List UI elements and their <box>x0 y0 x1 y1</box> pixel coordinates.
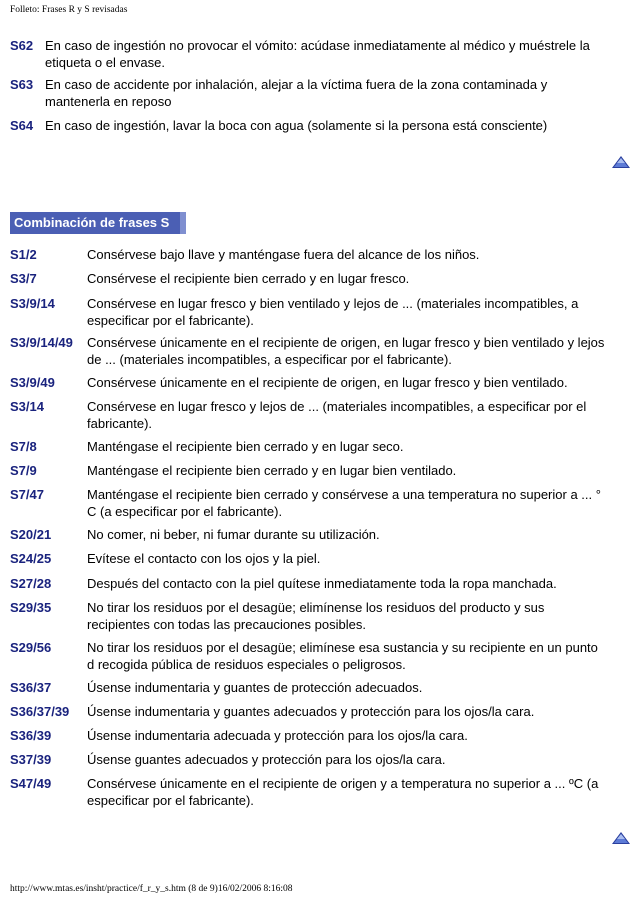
page-header: Folleto: Frases R y S revisadas <box>10 5 128 15</box>
phrase-text-line: Después del contacto con la piel quítese inmediatamente toda la ropa manchada. <box>87 576 557 591</box>
page-footer: http://www.mtas.es/insht/practice/f_r_y_s.htm (8 de 9)16/02/2006 8:16:08 <box>10 884 293 894</box>
phrase-code: S3/7 <box>10 271 37 286</box>
phrase-text-line: mantenerla en reposo <box>45 94 172 109</box>
phrase-text-line: d recogida pública de residuos especiales o peligrosos. <box>87 657 406 672</box>
phrase-code: S24/25 <box>10 551 52 566</box>
phrase-text <box>87 775 598 809</box>
phrase-text <box>87 438 404 455</box>
phrase-code: S7/9 <box>10 463 37 478</box>
phrase-text <box>87 462 456 479</box>
phrase-text-line: Consérvese el recipiente bien cerrado y en lugar fresco. <box>87 271 410 286</box>
phrase-code: S20/21 <box>10 527 52 542</box>
phrase-text-line: Evítese el contacto con los ojos y la piel. <box>87 551 321 566</box>
phrase-text-line: No tirar los residuos por el desagüe; elimínense los residuos del producto y sus <box>87 600 545 615</box>
phrase-text-line: Consérvese únicamente en el recipiente de origen, en lugar fresco y bien ventilado. <box>87 375 568 390</box>
phrase-text-line: Úsense indumentaria adecuada y protección para los ojos/la cara. <box>87 728 468 743</box>
phrase-code: S29/56 <box>10 640 52 655</box>
phrase-text-line: En caso de ingestión no provocar el vómito: acúdase inmediatamente al médico y muéstrele la <box>45 38 590 53</box>
phrase-code: S63 <box>10 77 34 92</box>
phrase-text <box>87 526 380 543</box>
phrase-text <box>87 334 604 368</box>
phrase-text-line: fabricante). <box>87 416 153 431</box>
phrase-text <box>45 76 547 110</box>
phrase-text <box>87 703 534 720</box>
phrase-text <box>87 599 544 633</box>
phrase-text <box>87 295 578 329</box>
phrase-text <box>87 374 568 391</box>
phrase-text <box>87 727 468 744</box>
phrase-text <box>87 270 409 287</box>
phrase-text <box>45 117 547 134</box>
phrase-text-line: En caso de ingestión, lavar la boca con agua (solamente si la persona está consciente) <box>45 118 548 133</box>
phrase-text <box>87 639 598 673</box>
phrase-text-line: especificar por el fabricante). <box>87 793 254 808</box>
phrase-text-line: Manténgase el recipiente bien cerrado y en lugar seco. <box>87 439 404 454</box>
phrase-code: S1/2 <box>10 247 37 262</box>
phrase-text-line: Úsense guantes adecuados y protección para los ojos/la cara. <box>87 752 446 767</box>
back-to-top-icon[interactable] <box>612 155 630 167</box>
phrase-text <box>87 575 557 592</box>
phrase-code: S3/14 <box>10 399 44 414</box>
phrase-code: S36/37 <box>10 680 52 695</box>
phrase-code: S37/39 <box>10 752 52 767</box>
phrase-text <box>87 246 479 263</box>
phrase-text <box>87 486 601 520</box>
phrase-code: S3/9/49 <box>10 375 55 390</box>
phrase-text-line: Úsense indumentaria y guantes de protección adecuados. <box>87 680 423 695</box>
phrase-text-line: Manténgase el recipiente bien cerrado y consérvese a una temperatura no superior a ... ° <box>87 487 601 502</box>
phrase-code: S47/49 <box>10 776 52 791</box>
phrase-code: S36/37/39 <box>10 704 70 719</box>
phrase-text-line: Manténgase el recipiente bien cerrado y en lugar bien ventilado. <box>87 463 457 478</box>
phrase-text-line: etiqueta o el envase. <box>45 55 165 70</box>
phrase-code: S3/9/14/49 <box>10 335 73 350</box>
phrase-code: S27/28 <box>10 576 52 591</box>
phrase-text-line: Consérvese únicamente en el recipiente de origen y a temperatura no superior a ... ºC (a <box>87 776 599 791</box>
phrase-code: S29/35 <box>10 600 52 615</box>
phrase-text-line: recipientes con todas las precauciones posibles. <box>87 617 366 632</box>
phrase-text-line: Consérvese en lugar fresco y bien ventilado y lejos de ... (materiales incompatibles, a <box>87 296 579 311</box>
phrase-text <box>87 398 586 432</box>
phrase-text-line: En caso de accidente por inhalación, alejar a la víctima fuera de la zona contaminada y <box>45 77 548 92</box>
phrase-text-line: No comer, ni beber, ni fumar durante su utilización. <box>87 527 380 542</box>
phrase-text-line: No tirar los residuos por el desagüe; elimínese esa sustancia y su recipiente en un punto <box>87 640 598 655</box>
phrase-text <box>87 550 320 567</box>
phrase-text-line: Consérvese únicamente en el recipiente de origen, en lugar fresco y bien ventilado y lejos <box>87 335 605 350</box>
phrase-text-line: Consérvese bajo llave y manténgase fuera del alcance de los niños. <box>87 247 480 262</box>
phrase-text-line: Consérvese en lugar fresco y lejos de ... (materiales incompatibles, a especificar por el <box>87 399 587 414</box>
phrase-text-line: C (a especificar por el fabricante). <box>87 504 283 519</box>
phrase-code: S62 <box>10 38 34 53</box>
phrase-code: S64 <box>10 118 34 133</box>
phrase-text <box>45 37 590 71</box>
phrase-code: S7/8 <box>10 439 37 454</box>
phrase-text <box>87 751 445 768</box>
back-to-top-icon[interactable] <box>612 831 630 843</box>
phrase-text-line: de ... (materiales incompatibles, a especificar por el fabricante). <box>87 352 452 367</box>
phrase-code: S36/39 <box>10 728 52 743</box>
phrase-text-line: especificar por el fabricante). <box>87 313 254 328</box>
phrase-text-line: Úsense indumentaria y guantes adecuados y protección para los ojos/la cara. <box>87 704 535 719</box>
phrase-code: S7/47 <box>10 487 44 502</box>
section-title: Combinación de frases S <box>10 212 180 234</box>
phrase-text <box>87 679 422 696</box>
phrase-code: S3/9/14 <box>10 296 55 311</box>
